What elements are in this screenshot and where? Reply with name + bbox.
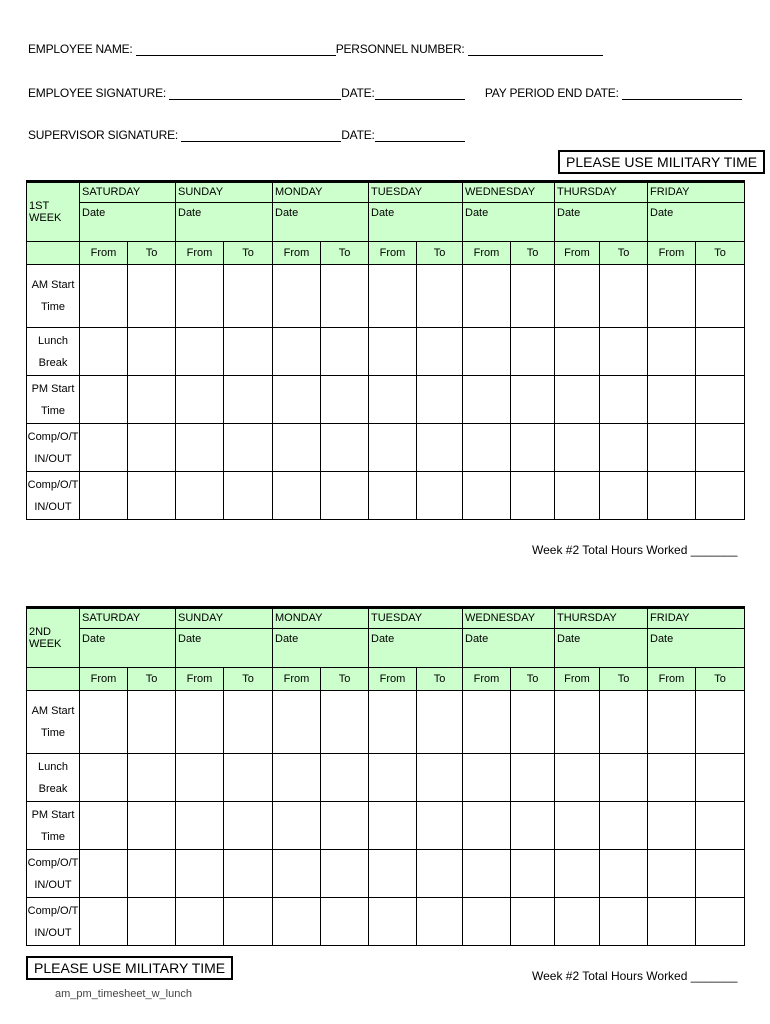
week-1-total-hours[interactable]: Week #2 Total Hours Worked _______ bbox=[532, 543, 738, 557]
personnel-number-field[interactable] bbox=[468, 43, 603, 56]
comp-ot-label: Comp/O/T IN/OUT bbox=[27, 898, 80, 946]
time-cell[interactable] bbox=[417, 898, 463, 946]
day-monday: MONDAY bbox=[273, 182, 369, 203]
time-cell[interactable] bbox=[273, 265, 321, 328]
day-sunday: SUNDAY bbox=[176, 608, 273, 629]
time-cell[interactable] bbox=[600, 850, 648, 898]
comp-ot-label: Comp/O/T IN/OUT bbox=[27, 424, 80, 472]
time-cell[interactable] bbox=[511, 850, 555, 898]
from-header: From bbox=[273, 668, 321, 691]
employee-name-field[interactable] bbox=[136, 43, 336, 56]
day-thursday: THURSDAY bbox=[555, 182, 648, 203]
time-cell[interactable] bbox=[555, 691, 600, 754]
supervisor-signature-label: SUPERVISOR SIGNATURE: bbox=[28, 128, 179, 142]
time-cell[interactable] bbox=[128, 850, 176, 898]
time-cell[interactable] bbox=[648, 850, 696, 898]
time-cell[interactable] bbox=[696, 802, 745, 850]
time-cell[interactable] bbox=[511, 424, 555, 472]
supervisor-date-label: DATE: bbox=[341, 128, 375, 142]
date-cell[interactable]: Date bbox=[80, 629, 176, 668]
to-header: To bbox=[696, 668, 745, 691]
time-cell[interactable] bbox=[224, 472, 273, 520]
time-cell[interactable] bbox=[511, 898, 555, 946]
time-cell[interactable] bbox=[417, 850, 463, 898]
from-header: From bbox=[463, 668, 511, 691]
time-cell[interactable] bbox=[369, 802, 417, 850]
to-header: To bbox=[417, 242, 463, 265]
time-cell[interactable] bbox=[600, 472, 648, 520]
time-cell[interactable] bbox=[273, 850, 321, 898]
time-cell[interactable] bbox=[224, 802, 273, 850]
time-cell[interactable] bbox=[417, 472, 463, 520]
time-cell[interactable] bbox=[648, 754, 696, 802]
time-cell[interactable] bbox=[321, 691, 369, 754]
am-start-label: AM Start Time bbox=[27, 265, 80, 328]
pay-period-field[interactable] bbox=[622, 87, 742, 100]
week-2-timesheet bbox=[26, 606, 745, 946]
from-header: From bbox=[648, 668, 696, 691]
from-header: From bbox=[369, 668, 417, 691]
week-2-total-hours[interactable]: Week #2 Total Hours Worked _______ bbox=[532, 969, 738, 983]
day-wednesday: WEDNESDAY bbox=[463, 182, 555, 203]
day-saturday: SATURDAY bbox=[80, 608, 176, 629]
time-cell[interactable] bbox=[80, 472, 128, 520]
time-cell[interactable] bbox=[463, 691, 511, 754]
time-cell[interactable] bbox=[600, 691, 648, 754]
from-header: From bbox=[176, 668, 224, 691]
time-cell[interactable] bbox=[417, 754, 463, 802]
time-cell[interactable] bbox=[321, 850, 369, 898]
time-cell[interactable] bbox=[273, 472, 321, 520]
from-header: From bbox=[80, 668, 128, 691]
time-cell[interactable] bbox=[176, 802, 224, 850]
time-cell[interactable] bbox=[176, 754, 224, 802]
date-cell[interactable]: Date bbox=[369, 203, 463, 242]
date-cell[interactable]: Date bbox=[176, 629, 273, 668]
corner-cell bbox=[27, 668, 80, 691]
from-header: From bbox=[80, 242, 128, 265]
time-cell[interactable] bbox=[176, 328, 224, 376]
time-cell[interactable] bbox=[696, 691, 745, 754]
time-cell[interactable] bbox=[463, 376, 511, 424]
time-cell[interactable] bbox=[321, 754, 369, 802]
time-cell[interactable] bbox=[369, 850, 417, 898]
time-cell[interactable] bbox=[80, 424, 128, 472]
date-cell[interactable]: Date bbox=[369, 629, 463, 668]
from-header: From bbox=[176, 242, 224, 265]
time-cell[interactable] bbox=[463, 328, 511, 376]
time-cell[interactable] bbox=[321, 328, 369, 376]
date-cell[interactable]: Date bbox=[648, 629, 745, 668]
time-cell[interactable] bbox=[417, 328, 463, 376]
time-cell[interactable] bbox=[417, 691, 463, 754]
to-header: To bbox=[224, 242, 273, 265]
time-cell[interactable] bbox=[648, 424, 696, 472]
to-header: To bbox=[128, 242, 176, 265]
time-cell[interactable] bbox=[600, 376, 648, 424]
time-cell[interactable] bbox=[555, 265, 600, 328]
time-cell[interactable] bbox=[128, 376, 176, 424]
time-cell[interactable] bbox=[511, 328, 555, 376]
time-cell[interactable] bbox=[176, 898, 224, 946]
time-cell[interactable] bbox=[648, 802, 696, 850]
employee-signature-field[interactable] bbox=[169, 87, 341, 100]
time-cell[interactable] bbox=[128, 754, 176, 802]
day-monday: MONDAY bbox=[273, 608, 369, 629]
time-cell[interactable] bbox=[511, 802, 555, 850]
time-cell[interactable] bbox=[417, 424, 463, 472]
time-cell[interactable] bbox=[648, 691, 696, 754]
time-cell[interactable] bbox=[321, 472, 369, 520]
time-cell[interactable] bbox=[80, 376, 128, 424]
date-cell[interactable]: Date bbox=[648, 203, 745, 242]
employee-signature-row bbox=[28, 86, 742, 100]
time-cell[interactable] bbox=[600, 802, 648, 850]
time-cell[interactable] bbox=[321, 265, 369, 328]
time-cell[interactable] bbox=[600, 328, 648, 376]
time-cell[interactable] bbox=[511, 691, 555, 754]
week-1-label: 1ST WEEK bbox=[27, 182, 80, 242]
time-cell[interactable] bbox=[555, 472, 600, 520]
time-cell[interactable] bbox=[224, 850, 273, 898]
lunch-break-label: Lunch Break bbox=[27, 754, 80, 802]
to-header: To bbox=[600, 242, 648, 265]
time-cell[interactable] bbox=[80, 802, 128, 850]
time-cell[interactable] bbox=[369, 376, 417, 424]
lunch-break-label: Lunch Break bbox=[27, 328, 80, 376]
time-cell[interactable] bbox=[555, 754, 600, 802]
time-cell[interactable] bbox=[511, 754, 555, 802]
date-cell[interactable]: Date bbox=[463, 629, 555, 668]
date-cell[interactable]: Date bbox=[273, 203, 369, 242]
comp-ot-row bbox=[27, 850, 745, 898]
personnel-number-label: PERSONNEL NUMBER: bbox=[335, 42, 465, 56]
time-cell[interactable] bbox=[369, 691, 417, 754]
comp-ot-row bbox=[27, 898, 745, 946]
time-cell[interactable] bbox=[555, 802, 600, 850]
from-header: From bbox=[648, 242, 696, 265]
comp-ot-label: Comp/O/T IN/OUT bbox=[27, 472, 80, 520]
day-sunday: SUNDAY bbox=[176, 182, 273, 203]
time-cell[interactable] bbox=[176, 424, 224, 472]
time-cell[interactable] bbox=[128, 472, 176, 520]
from-header: From bbox=[273, 242, 321, 265]
time-cell[interactable] bbox=[369, 328, 417, 376]
time-cell[interactable] bbox=[600, 424, 648, 472]
time-cell[interactable] bbox=[648, 472, 696, 520]
time-cell[interactable] bbox=[555, 424, 600, 472]
time-cell[interactable] bbox=[128, 424, 176, 472]
to-header: To bbox=[600, 668, 648, 691]
to-header: To bbox=[696, 242, 745, 265]
time-cell[interactable] bbox=[224, 265, 273, 328]
time-cell[interactable] bbox=[273, 754, 321, 802]
time-cell[interactable] bbox=[176, 850, 224, 898]
time-cell[interactable] bbox=[224, 328, 273, 376]
time-cell[interactable] bbox=[417, 265, 463, 328]
time-cell[interactable] bbox=[321, 898, 369, 946]
to-header: To bbox=[511, 668, 555, 691]
time-cell[interactable] bbox=[511, 472, 555, 520]
lunch-break-row bbox=[27, 328, 745, 376]
time-cell[interactable] bbox=[600, 265, 648, 328]
time-cell[interactable] bbox=[176, 472, 224, 520]
time-cell[interactable] bbox=[80, 850, 128, 898]
time-cell[interactable] bbox=[555, 328, 600, 376]
time-cell[interactable] bbox=[696, 265, 745, 328]
employee-name-label: EMPLOYEE NAME: bbox=[28, 42, 133, 56]
pay-period-label: PAY PERIOD END DATE: bbox=[484, 86, 619, 100]
am-start-label: AM Start Time bbox=[27, 691, 80, 754]
time-cell[interactable] bbox=[696, 754, 745, 802]
time-cell[interactable] bbox=[555, 898, 600, 946]
supervisor-signature-field[interactable] bbox=[181, 129, 341, 142]
day-tuesday: TUESDAY bbox=[369, 182, 463, 203]
pm-start-label: PM Start Time bbox=[27, 376, 80, 424]
time-cell[interactable] bbox=[80, 328, 128, 376]
supervisor-signature-row bbox=[28, 128, 465, 142]
time-cell[interactable] bbox=[696, 376, 745, 424]
date-cell[interactable]: Date bbox=[176, 203, 273, 242]
time-cell[interactable] bbox=[648, 265, 696, 328]
time-cell[interactable] bbox=[511, 265, 555, 328]
time-cell[interactable] bbox=[321, 424, 369, 472]
time-cell[interactable] bbox=[463, 265, 511, 328]
time-cell[interactable] bbox=[176, 265, 224, 328]
date-cell[interactable]: Date bbox=[80, 203, 176, 242]
time-cell[interactable] bbox=[273, 328, 321, 376]
pm-start-row bbox=[27, 802, 745, 850]
employee-signature-label: EMPLOYEE SIGNATURE: bbox=[28, 86, 167, 100]
pm-start-label: PM Start Time bbox=[27, 802, 80, 850]
day-tuesday: TUESDAY bbox=[369, 608, 463, 629]
day-friday: FRIDAY bbox=[648, 182, 745, 203]
time-cell[interactable] bbox=[696, 850, 745, 898]
am-start-row bbox=[27, 691, 745, 754]
time-cell[interactable] bbox=[224, 754, 273, 802]
time-cell[interactable] bbox=[648, 898, 696, 946]
day-saturday: SATURDAY bbox=[80, 182, 176, 203]
time-cell[interactable] bbox=[463, 424, 511, 472]
time-cell[interactable] bbox=[463, 754, 511, 802]
time-cell[interactable] bbox=[555, 850, 600, 898]
time-cell[interactable] bbox=[80, 898, 128, 946]
time-cell[interactable] bbox=[417, 802, 463, 850]
to-header: To bbox=[417, 668, 463, 691]
military-time-notice-top: PLEASE USE MILITARY TIME bbox=[558, 150, 765, 174]
week-1-timesheet bbox=[26, 180, 745, 520]
time-cell[interactable] bbox=[128, 328, 176, 376]
from-header: From bbox=[555, 242, 600, 265]
to-header: To bbox=[321, 242, 369, 265]
employee-date-label: DATE: bbox=[341, 86, 375, 100]
time-cell[interactable] bbox=[224, 898, 273, 946]
date-cell[interactable]: Date bbox=[555, 629, 648, 668]
time-cell[interactable] bbox=[555, 376, 600, 424]
time-cell[interactable] bbox=[273, 376, 321, 424]
time-cell[interactable] bbox=[273, 802, 321, 850]
time-cell[interactable] bbox=[128, 691, 176, 754]
comp-ot-row bbox=[27, 472, 745, 520]
time-cell[interactable] bbox=[369, 424, 417, 472]
time-cell[interactable] bbox=[369, 898, 417, 946]
time-cell[interactable] bbox=[463, 802, 511, 850]
time-cell[interactable] bbox=[600, 898, 648, 946]
time-cell[interactable] bbox=[224, 424, 273, 472]
military-time-notice-bottom: PLEASE USE MILITARY TIME bbox=[26, 956, 233, 980]
time-cell[interactable] bbox=[463, 472, 511, 520]
comp-ot-label: Comp/O/T IN/OUT bbox=[27, 850, 80, 898]
time-cell[interactable] bbox=[80, 265, 128, 328]
am-start-row bbox=[27, 265, 745, 328]
time-cell[interactable] bbox=[511, 376, 555, 424]
time-cell[interactable] bbox=[80, 754, 128, 802]
time-cell[interactable] bbox=[696, 472, 745, 520]
time-cell[interactable] bbox=[648, 376, 696, 424]
time-cell[interactable] bbox=[369, 265, 417, 328]
time-cell[interactable] bbox=[321, 802, 369, 850]
time-cell[interactable] bbox=[80, 691, 128, 754]
time-cell[interactable] bbox=[369, 754, 417, 802]
to-header: To bbox=[511, 242, 555, 265]
to-header: To bbox=[224, 668, 273, 691]
supervisor-date-field[interactable] bbox=[375, 129, 465, 142]
time-cell[interactable] bbox=[224, 691, 273, 754]
time-cell[interactable] bbox=[600, 754, 648, 802]
employee-name-row bbox=[28, 42, 603, 56]
lunch-break-row bbox=[27, 754, 745, 802]
day-wednesday: WEDNESDAY bbox=[463, 608, 555, 629]
time-cell[interactable] bbox=[463, 850, 511, 898]
time-cell[interactable] bbox=[224, 376, 273, 424]
document-footer: am_pm_timesheet_w_lunch bbox=[55, 988, 192, 1000]
date-cell[interactable]: Date bbox=[273, 629, 369, 668]
time-cell[interactable] bbox=[696, 898, 745, 946]
time-cell[interactable] bbox=[369, 472, 417, 520]
time-cell[interactable] bbox=[176, 691, 224, 754]
time-cell[interactable] bbox=[696, 328, 745, 376]
time-cell[interactable] bbox=[128, 898, 176, 946]
week-2-label: 2ND WEEK bbox=[27, 608, 80, 668]
to-header: To bbox=[321, 668, 369, 691]
date-cell[interactable]: Date bbox=[555, 203, 648, 242]
employee-date-field[interactable] bbox=[375, 87, 465, 100]
time-cell[interactable] bbox=[273, 424, 321, 472]
from-header: From bbox=[555, 668, 600, 691]
corner-cell bbox=[27, 242, 80, 265]
to-header: To bbox=[128, 668, 176, 691]
time-cell[interactable] bbox=[128, 265, 176, 328]
pm-start-row bbox=[27, 376, 745, 424]
from-header: From bbox=[463, 242, 511, 265]
time-cell[interactable] bbox=[273, 898, 321, 946]
time-cell[interactable] bbox=[176, 376, 224, 424]
date-cell[interactable]: Date bbox=[463, 203, 555, 242]
time-cell[interactable] bbox=[696, 424, 745, 472]
day-friday: FRIDAY bbox=[648, 608, 745, 629]
time-cell[interactable] bbox=[648, 328, 696, 376]
from-header: From bbox=[369, 242, 417, 265]
time-cell[interactable] bbox=[463, 898, 511, 946]
day-thursday: THURSDAY bbox=[555, 608, 648, 629]
time-cell[interactable] bbox=[273, 691, 321, 754]
time-cell[interactable] bbox=[417, 376, 463, 424]
comp-ot-row bbox=[27, 424, 745, 472]
time-cell[interactable] bbox=[321, 376, 369, 424]
time-cell[interactable] bbox=[128, 802, 176, 850]
